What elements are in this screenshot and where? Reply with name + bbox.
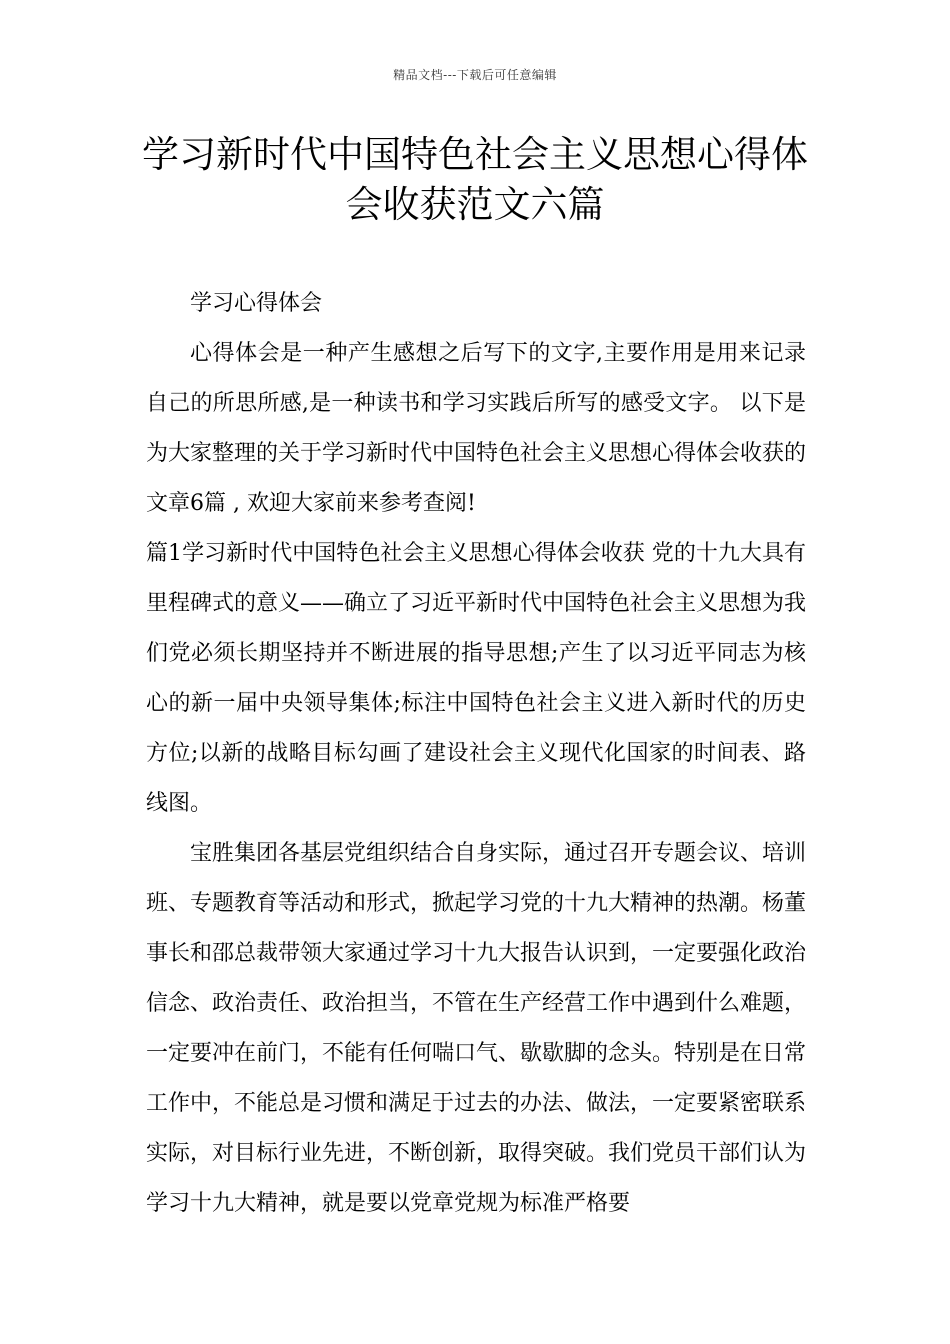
- section-heading: 学习心得体会: [190, 291, 323, 316]
- article-1-paragraph: 篇1学习新时代中国特色社会主义思想心得体会收获 党的十九大具有里程碑式的意义——确立了习近平新时代中国特色社会主义思想为我们党必须长期坚持并不断进展的指导思想;产生了以习近平同志为核心的新一届中央领导集体;标注中国特色社会主义进入新时代的历史方位;以新的战略目标勾画了建设社会主义现代化国家的时间表、路线图。: [146, 541, 807, 816]
- intro-paragraph: 心得体会是一种产生感想之后写下的文字,主要作用是用来记录自己的所思所感,是一种读书和学习实践后所写的感受文字。 以下是为大家整理的关于学习新时代中国特色社会主义思想心得体会收获的文章6篇 , 欢迎大家前来参考查阅!: [146, 341, 807, 516]
- body-paragraph: 宝胜集团各基层党组织结合自身实际，通过召开专题会议、培训班、专题教育等活动和形式，掀起学习党的十九大精神的热潮。杨董事长和邵总裁带领大家通过学习十九大报告认识到，一定要强化政治信念、政治责任、政治担当，不管在生产经营工作中遇到什么难题，一定要冲在前门，不能有任何喘口气、歇歇脚的念头。特别是在日常工作中，不能总是习惯和满足于过去的办法、做法，一定要紧密联系实际，对目标行业先进，不断创新，取得突破。我们党员干部们认为学习十九大精神，就是要以党章党规为标准严格要: [146, 841, 807, 1216]
- document-title: 学习新时代中国特色社会主义思想心得体会收获范文六篇: [142, 133, 808, 226]
- document-body: [146, 279, 806, 1229]
- header-note: 精品文档---下载后可任意编辑: [393, 68, 557, 82]
